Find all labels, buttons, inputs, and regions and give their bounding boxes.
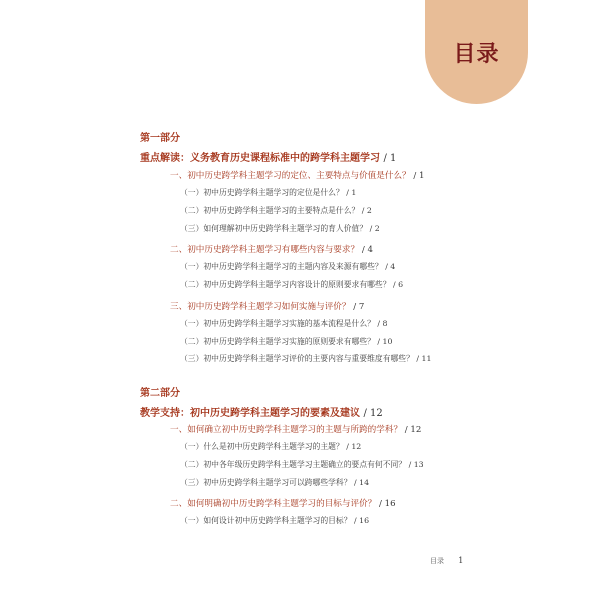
page-title: 目录 — [453, 40, 500, 67]
part-page: / 12 — [363, 408, 383, 419]
section-title[interactable] — [170, 169, 424, 181]
section-title[interactable] — [170, 423, 421, 435]
part-title-text: 重点解读：义务教育历史课程标准中的跨学科主题学习 — [140, 153, 380, 164]
section-title[interactable] — [170, 300, 364, 312]
toc-item[interactable]: （三）如何理解初中历史跨学科主题学习的育人价值？ / 2 — [180, 224, 380, 233]
toc-item[interactable]: （三）初中历史跨学科主题学习可以跨哪些学科？ / 14 — [180, 478, 370, 487]
part-title[interactable] — [140, 404, 383, 419]
page-number: 1 — [458, 556, 464, 565]
section-title-text: 二、如何明确初中历史跨学科主题学习的目标与评价？ — [170, 499, 377, 509]
toc-item[interactable]: （二）初中各年级历史跨学科主题学习主题确立的要点有何不同？ / 13 — [180, 460, 424, 469]
section-page: / 4 — [361, 245, 373, 255]
toc-item[interactable]: （一）什么是初中历史跨学科主题学习的主题？ / 12 — [180, 442, 362, 451]
part-title-text: 教学支持：初中历史跨学科主题学习的要素及建议 — [140, 408, 360, 419]
toc-item[interactable]: （一）初中历史跨学科主题学习的定位是什么？ / 1 — [180, 188, 357, 197]
section-page: / 1 — [413, 171, 425, 181]
footer-label: 目录 — [430, 557, 444, 565]
part-title[interactable] — [140, 149, 396, 164]
toc-item[interactable]: （二）初中历史跨学科主题学习内容设计的原则要求有哪些？ / 6 — [180, 280, 404, 289]
section-page: / 16 — [379, 499, 396, 509]
part-label: 第一部分 — [140, 133, 180, 144]
section-title-text: 一、如何确立初中历史跨学科主题学习的主题与所跨的学科？ — [170, 425, 403, 435]
header-tab — [425, 0, 528, 104]
toc-item[interactable]: （一）初中历史跨学科主题学习的主题内容及来源有哪些？ / 4 — [180, 262, 396, 271]
toc-item[interactable]: （一）初中历史跨学科主题学习实施的基本流程是什么？ / 8 — [180, 319, 388, 328]
section-page: / 7 — [353, 302, 365, 312]
section-title-text: 一、初中历史跨学科主题学习的定位、主要特点与价值是什么？ — [170, 171, 411, 181]
toc-item[interactable]: （二）初中历史跨学科主题学习的主要特点是什么？ / 2 — [180, 206, 372, 215]
page-footer — [430, 556, 463, 566]
section-title[interactable] — [170, 243, 373, 255]
toc-item[interactable]: （一）如何设计初中历史跨学科主题学习的目标？ / 16 — [180, 516, 370, 525]
toc-item[interactable]: （二）初中历史跨学科主题学习实施的原则要求有哪些？ / 10 — [180, 337, 393, 346]
part-label: 第二部分 — [140, 388, 180, 399]
section-title[interactable] — [170, 497, 396, 509]
toc-item[interactable]: （三）初中历史跨学科主题学习评价的主要内容与重要维度有哪些？ / 11 — [180, 354, 432, 363]
section-page: / 12 — [404, 425, 422, 435]
section-title-text: 二、初中历史跨学科主题学习有哪些内容与要求？ — [170, 245, 360, 255]
section-title-text: 三、初中历史跨学科主题学习如何实施与评价？ — [170, 302, 351, 312]
part-page: / 1 — [383, 153, 397, 164]
